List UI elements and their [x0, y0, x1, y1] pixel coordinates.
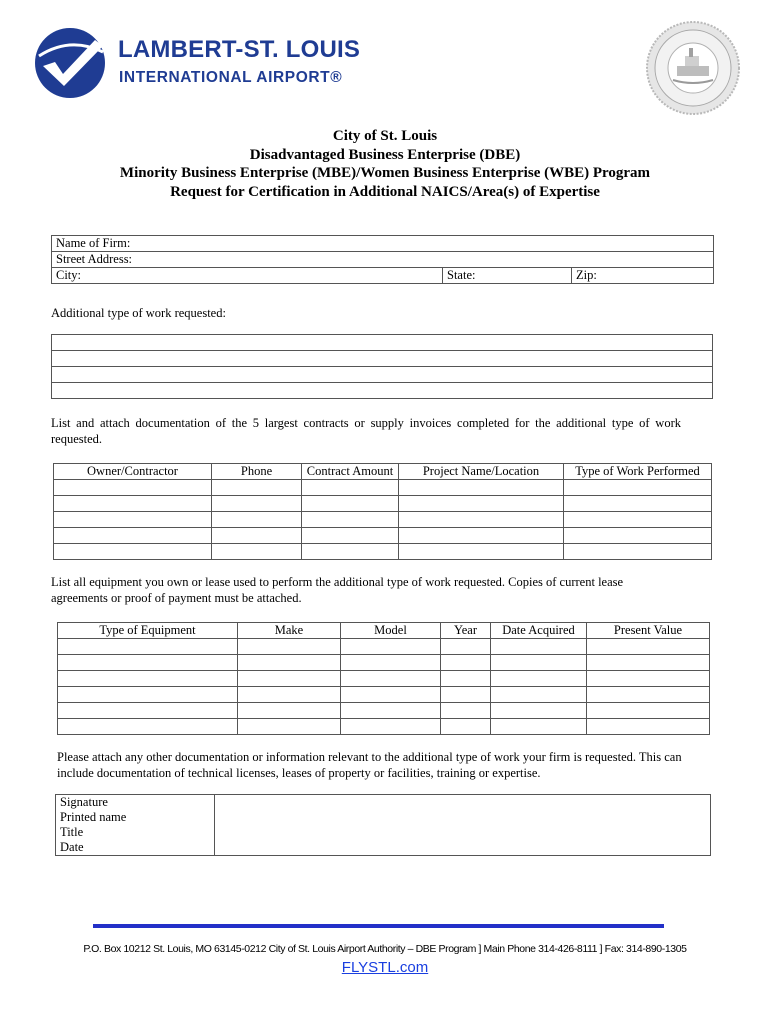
work-type-row[interactable] — [52, 383, 713, 399]
table-row — [58, 655, 710, 671]
contracts-header-work-type: Type of Work Performed — [564, 464, 712, 480]
city-field[interactable]: City: — [52, 268, 443, 284]
work-type-row[interactable] — [52, 335, 713, 351]
equipment-header-make: Make — [238, 623, 341, 639]
contracts-header-amount: Contract Amount — [302, 464, 399, 480]
contracts-header-owner: Owner/Contractor — [54, 464, 212, 480]
title-dbe: Disadvantaged Business Enterprise (DBE) — [249, 147, 521, 163]
zip-field[interactable]: Zip: — [572, 268, 714, 284]
contracts-header-project: Project Name/Location — [399, 464, 564, 480]
work-type-label: Additional type of work requested: — [51, 306, 226, 320]
table-row — [54, 512, 712, 528]
date-field[interactable] — [215, 840, 711, 856]
table-row — [54, 528, 712, 544]
firm-info-table — [51, 235, 714, 284]
logo-subtitle: INTERNATIONAL AIRPORT® — [119, 69, 343, 86]
website-link[interactable]: FLYSTL.com — [341, 959, 429, 976]
equipment-table — [57, 622, 710, 735]
title-label: Title — [56, 825, 215, 840]
signature-field[interactable] — [215, 795, 711, 811]
work-type-row[interactable] — [52, 367, 713, 383]
table-row — [58, 703, 710, 719]
title-field[interactable] — [215, 825, 711, 840]
table-row — [58, 719, 710, 735]
street-address-field[interactable]: Street Address: — [52, 252, 714, 268]
title-request: Request for Certification in Additional NAICS/Area(s) of Expertise — [170, 184, 600, 200]
other-docs-instructions: Please attach any other documentation or information relevant to the additional type of work your firm is requested. This can include documentation of technical licenses, leases of property or facilities, training or expertise. — [57, 750, 682, 780]
title-program: Minority Business Enterprise (MBE)/Women Business Enterprise (WBE) Program — [119, 165, 651, 181]
city-seal-icon — [645, 20, 741, 116]
equipment-header-year: Year — [441, 623, 491, 639]
printed-name-label: Printed name — [56, 810, 215, 825]
table-row — [54, 480, 712, 496]
work-type-row[interactable] — [52, 351, 713, 367]
signature-label: Signature — [56, 795, 215, 811]
title-city: City of St. Louis — [332, 128, 438, 144]
date-label: Date — [56, 840, 215, 856]
contracts-instructions: List and attach documentation of the 5 largest contracts or supply invoices completed for the additional type of work requested. — [51, 416, 681, 446]
signature-table — [55, 794, 711, 856]
equipment-header-date-acquired: Date Acquired — [491, 623, 587, 639]
equipment-header-type: Type of Equipment — [58, 623, 238, 639]
equipment-header-present-value: Present Value — [587, 623, 710, 639]
airport-logo-icon — [33, 26, 107, 100]
table-row — [58, 671, 710, 687]
airport-logo — [33, 26, 361, 102]
contracts-header-phone: Phone — [212, 464, 302, 480]
work-type-table — [51, 334, 713, 399]
table-row — [54, 544, 712, 560]
table-row — [54, 496, 712, 512]
contracts-table — [53, 463, 712, 560]
state-field[interactable]: State: — [443, 268, 572, 284]
footer-contact: P.O. Box 10212 St. Louis, MO 63145-0212 City of St. Louis Airport Authority – DBE Program ] Main Phone 314-426-8111 ] Fax: 314-890-1305 — [83, 943, 687, 955]
equipment-instructions: List all equipment you own or lease used to perform the additional type of work requested. Copies of current lease agreements or proof of payment must be attached. — [51, 575, 624, 605]
equipment-header-model: Model — [341, 623, 441, 639]
firm-name-field[interactable]: Name of Firm: — [52, 236, 714, 252]
table-row — [58, 687, 710, 703]
printed-name-field[interactable] — [215, 810, 711, 825]
table-row — [58, 639, 710, 655]
logo-title: LAMBERT-ST. LOUIS — [118, 36, 361, 63]
footer-divider — [93, 924, 664, 928]
